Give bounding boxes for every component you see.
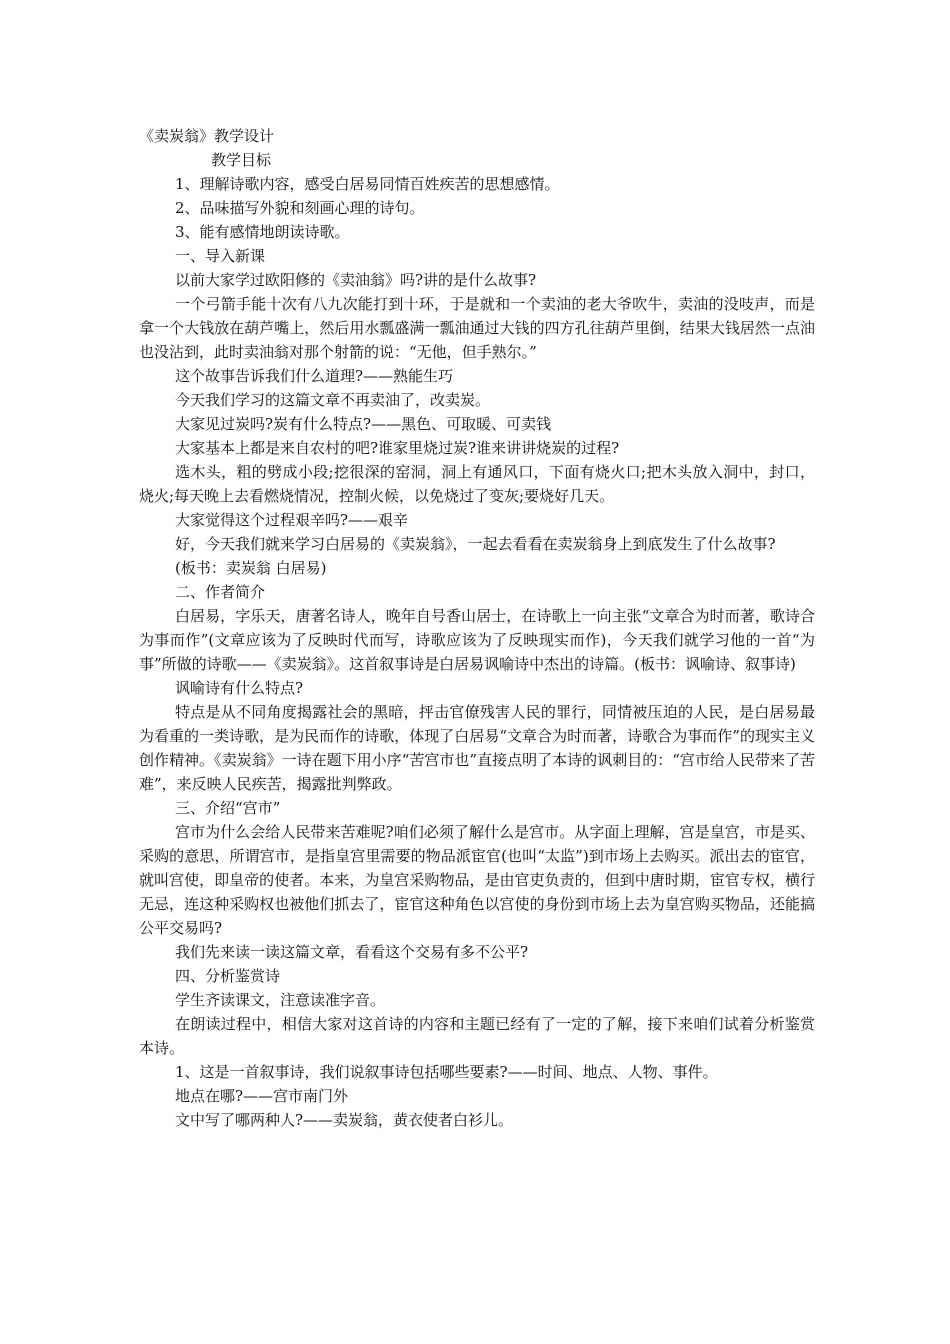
paragraph: 这个故事告诉我们什么道理?——熟能生巧 — [175, 367, 454, 385]
paragraph: (板书：卖炭翁 白居易) — [175, 559, 327, 577]
paragraph: 白居易，字乐天，唐著名诗人，晚年自号香山居士，在诗歌上一向主张“文章合为时而著，歌诗合为事而作”(文章应该为了反映时代而写，诗歌应该为了反映现实而作)，今天我们就学习他的一首“为事”所做的诗歌——《卖炭翁》。这首叙事诗是白居易讽喻诗中杰出的诗篇。(板书：讽喻诗、叙事诗) — [139, 607, 815, 673]
paragraph: 1、理解诗歌内容，感受白居易同情百姓疾苦的思想感情。 — [175, 175, 560, 193]
paragraph: 讽喻诗有什么特点? — [175, 679, 304, 697]
paragraph: 大家觉得这个过程艰辛吗?——艰辛 — [175, 511, 409, 529]
section-heading: 一、导入新课 — [175, 247, 266, 265]
paragraph: 文中写了哪两种人?——卖炭翁，黄衣使者白衫儿。 — [175, 1111, 514, 1129]
paragraph: 地点在哪?——宫市南门外 — [175, 1087, 349, 1105]
document-title: 《卖炭翁》教学设计 — [139, 127, 275, 145]
paragraph: 1、这是一首叙事诗，我们说叙事诗包括哪些要素?——时间、地点、人物、事件。 — [175, 1063, 718, 1081]
paragraph: 学生齐读课文，注意读准字音。 — [175, 991, 386, 1009]
paragraph: 2、品味描写外貌和刻画心理的诗句。 — [175, 199, 425, 217]
section-heading: 二、作者简介 — [175, 583, 266, 601]
paragraph: 好，今天我们就来学习白居易的《卖炭翁》，一起去看看在卖炭翁身上到底发生了什么故事? — [175, 535, 776, 553]
document-body — [139, 124, 815, 1132]
section-heading: 三、介绍“宫市” — [175, 799, 281, 817]
paragraph: 今天我们学习的这篇文章不再卖油了，改卖炭。 — [175, 391, 491, 409]
paragraph: 宫市为什么会给人民带来苦难呢?咱们必须了解什么是宫市。从字面上理解，宫是皇宫，市是买、采购的意思，所谓宫市，是指皇宫里需要的物品派宦官(也叫“太监”)到市场上去购买。派出去的宦官，就叫宫使，即皇帝的使者。本来，为皇宫采购物品，是由官吏负责的，但到中唐时期，宦官专权，横行无忌，连这种采购权也被他们抓去了，宦官这种角色以宫使的身份到市场上去为皇宫购买物品，还能搞公平交易吗? — [139, 823, 815, 937]
paragraph: 我们先来读一读这篇文章，看看这个交易有多不公平? — [175, 943, 529, 961]
section-heading: 四、分析鉴赏诗 — [175, 967, 281, 985]
paragraph: 以前大家学过欧阳修的《卖油翁》吗?讲的是什么故事? — [175, 271, 537, 289]
paragraph: 特点是从不同角度揭露社会的黑暗，抨击官僚残害人民的罪行，同情被压迫的人民，是白居易最为看重的一类诗歌，是为民而作的诗歌，体现了白居易“文章合为时而著，诗歌合为事而作”的现实主义创作精神。《卖炭翁》一诗在题下用小序“苦宫市也”直接点明了本诗的讽刺目的：“宫市给人民带来了苦难”，来反映人民疾苦，揭露批判弊政。 — [139, 703, 815, 793]
objectives-heading: 教学目标 — [211, 151, 272, 169]
paragraph: 大家见过炭吗?炭有什么特点?——黑色、可取暖、可卖钱 — [175, 415, 552, 433]
paragraph: 一个弓箭手能十次有八九次能打到十环，于是就和一个卖油的老大爷吹牛，卖油的没吱声，而是拿一个大钱放在葫芦嘴上，然后用水瓢盛满一瓢油通过大钱的四方孔往葫芦里倒，结果大钱居然一点油也没沾到，此时卖油翁对那个射箭的说：“无他，但手熟尔。” — [139, 295, 815, 361]
paragraph: 3、能有感情地朗读诗歌。 — [175, 223, 350, 241]
paragraph: 选木头，粗的劈成小段;挖很深的窑洞，洞上有通风口，下面有烧火口;把木头放入洞中，封口，烧火;每天晚上去看燃烧情况，控制火候，以免烧过了变灰;要烧好几天。 — [139, 463, 815, 505]
paragraph: 在朗读过程中，相信大家对这首诗的内容和主题已经有了一定的了解，接下来咱们试着分析鉴赏本诗。 — [139, 1015, 815, 1057]
paragraph: 大家基本上都是来自农村的吧?谁家里烧过炭?谁来讲讲烧炭的过程? — [175, 439, 620, 457]
